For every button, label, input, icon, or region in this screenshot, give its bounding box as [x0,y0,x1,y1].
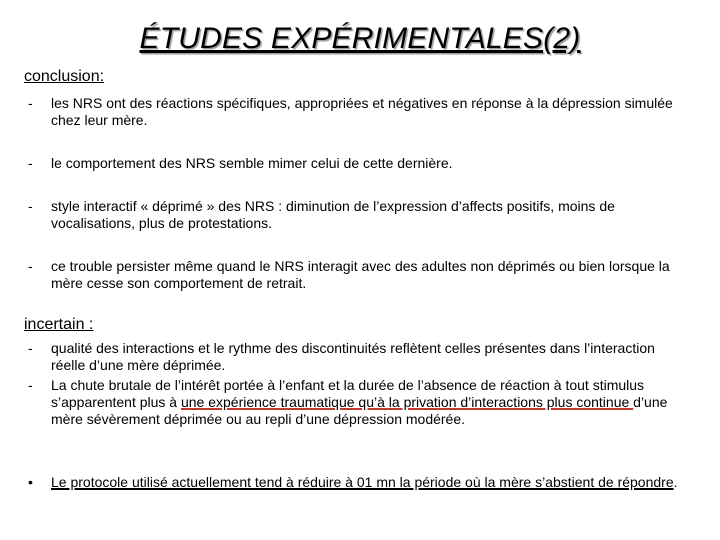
conclusion-item-text: ce trouble persister même quand le NRS interagit avec des adultes non déprimés ou bien lorsque la mère cesse son comportement de retrait. [51,258,670,291]
conclusion-heading: conclusion: [24,68,105,85]
text-before: La chute brutale de l’intérêt portée à l’enfant et la durée de l’absence de réaction à tout stimulus s’apparentent plus à [51,377,645,410]
period: . [673,474,678,490]
incertain-item-text [51,474,691,491]
text-after: d’une mère sévèrement déprimée ou au repli d’une dépression modérée. [51,394,668,427]
dash-bullet: - [28,198,33,214]
incertain-item-text: qualité des interactions et le rythme des discontinuités reflètent celles présentes dans l’interaction réelle d’une mère déprimée. [51,340,655,373]
conclusion-item-text: le comportement des NRS semble mimer celui de cette dernière. [51,155,453,171]
slide-title: ÉTUDES EXPÉRIMENTALES(2) [139,22,581,55]
round-bullet: • [28,474,33,490]
underlined-statement: Le protocole utilisé actuellement tend à réduire à 01 mn la période où la mère s’abstient de répondre [51,474,674,490]
dash-bullet: - [28,258,33,274]
conclusion-item-text: style interactif « déprimé » des NRS : diminution de l’expression d’affects positifs, moins de vocalisations, plus de protestations. [51,198,615,231]
dash-bullet: - [28,95,33,111]
dash-bullet: - [28,340,33,356]
incertain-heading: incertain : [24,316,94,333]
dash-bullet: - [28,377,33,393]
conclusion-item-text: les NRS ont des réactions spécifiques, appropriées et négatives en réponse à la dépression simulée chez leur mère. [51,95,673,128]
underlined-emphasis: une expérience traumatique qu’à la privation d’interactions plus continue [180,394,634,410]
incertain-item-text [51,377,691,428]
dash-bullet: - [28,155,33,171]
